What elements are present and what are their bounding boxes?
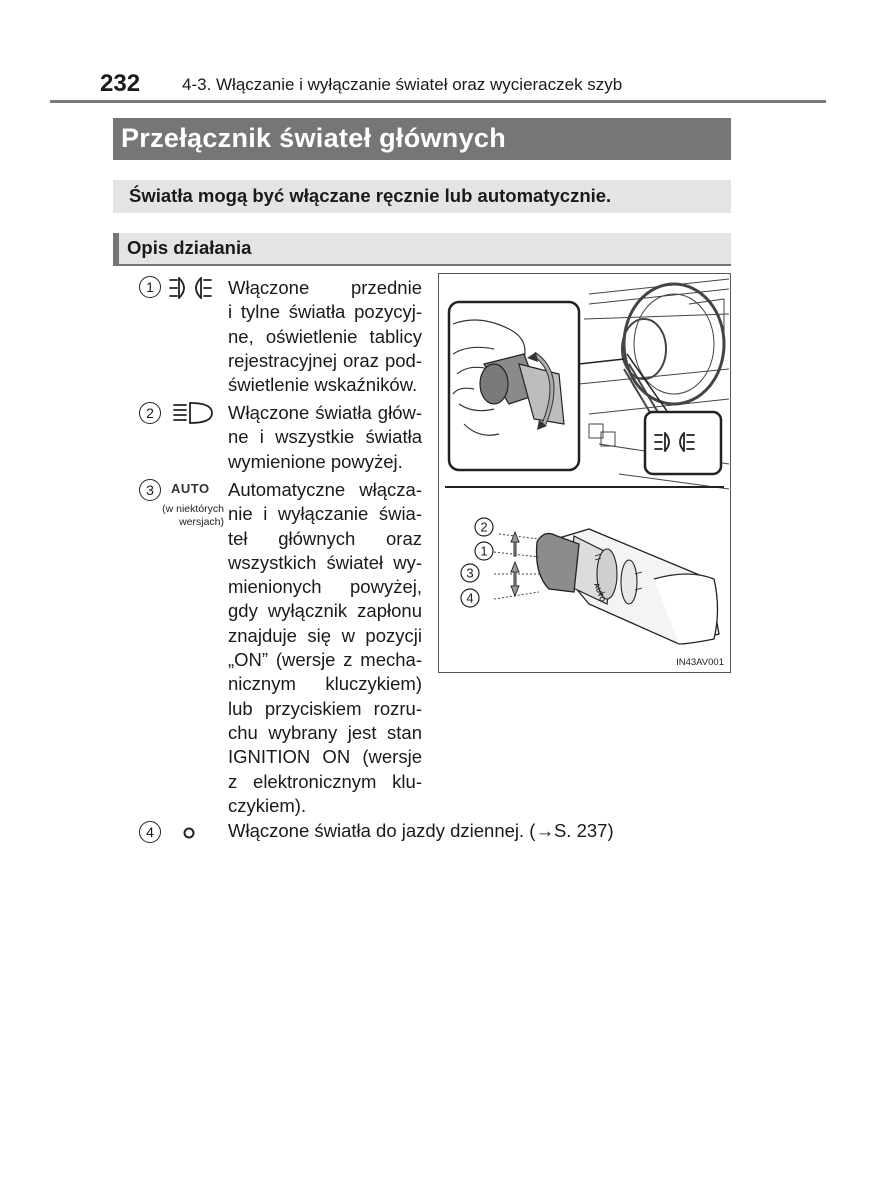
item3-line: mienionych powyżej, (228, 576, 422, 598)
section-heading-text: Opis działania (127, 237, 252, 258)
section-divider (113, 264, 731, 266)
item-description-3 (228, 478, 422, 818)
item2-line: ne i wszystkie światła (228, 426, 422, 448)
item3-line: lub przyciskiem rozru- (228, 697, 422, 719)
item3-line: chu wybrany jest stan (228, 721, 422, 743)
item3-line: IGNITION ON (wersje (228, 746, 422, 768)
headlight-icon (172, 400, 216, 426)
chapter-title: 4-3. Włączanie i wyłączanie świateł oraz wycieraczek szyb (182, 75, 623, 94)
item-description-2 (228, 401, 422, 474)
item3-line: nicznym kluczykiem) (228, 673, 422, 695)
item-number-2: 2 (139, 402, 161, 424)
item3-line: czykiem). (228, 794, 307, 816)
item1-line: rejestracyjnej oraz pod- (228, 349, 422, 371)
item3-line: znajduje się w pozycji (228, 624, 422, 646)
item1-line: świetlenie wskaźników. (228, 374, 418, 396)
figure-label-1: 1 (480, 543, 488, 559)
figure-label-2: 2 (480, 519, 488, 535)
item3-line: nie i wyłączanie świa- (228, 503, 422, 525)
item3-line: „ON” (wersje z mecha- (228, 649, 422, 671)
switch-illustration (439, 274, 730, 672)
item3-line: z elektronicznym klu- (228, 770, 422, 792)
stalk-drawing (494, 529, 719, 644)
figure-label-4: 4 (466, 590, 474, 606)
auto-icon: AUTO (171, 481, 210, 496)
item2-line: wymienione powyżej. (228, 450, 403, 472)
header-divider (50, 100, 826, 103)
page-number: 232 (100, 70, 141, 97)
page-title: Przełącznik świateł głównych (113, 118, 731, 160)
item3-line: teł głównych oraz (228, 527, 422, 549)
item-description-1 (228, 276, 422, 397)
off-circle-icon (181, 824, 197, 840)
figure-light-switch (438, 273, 731, 673)
item1-line: ne, oświetlenie tablicy (228, 325, 422, 347)
item-description-4: Włączone światła do jazdy dziennej. (→S. 237) (228, 820, 614, 841)
tail-lights-icon (169, 275, 219, 301)
item-number-4: 4 (139, 821, 161, 843)
item-number-1: 1 (139, 276, 161, 298)
page-header (100, 70, 820, 102)
figure-code: IN43AV001 (676, 657, 724, 668)
version-note: (w niektórych wersjach) (162, 503, 224, 528)
section-heading (113, 233, 731, 265)
item-number-3: 3 (139, 479, 161, 501)
figure-label-3: 3 (466, 565, 474, 581)
intro-box: Światła mogą być włączane ręcznie lub automatycznie. (113, 180, 731, 213)
item3-line: wszystkich świateł wy- (228, 551, 422, 573)
item1-line: Włączone przednie (228, 277, 422, 298)
switch-auto-label: AUTO (592, 582, 606, 604)
item2-line: Włączone światła głów- (228, 402, 422, 423)
item1-line: i tylne światła pozycyj- (228, 301, 422, 323)
item3-line: gdy wyłącznik zapłonu (228, 600, 422, 622)
item3-line: Automatyczne włącza- (228, 479, 422, 500)
section-heading-bar (113, 233, 119, 265)
